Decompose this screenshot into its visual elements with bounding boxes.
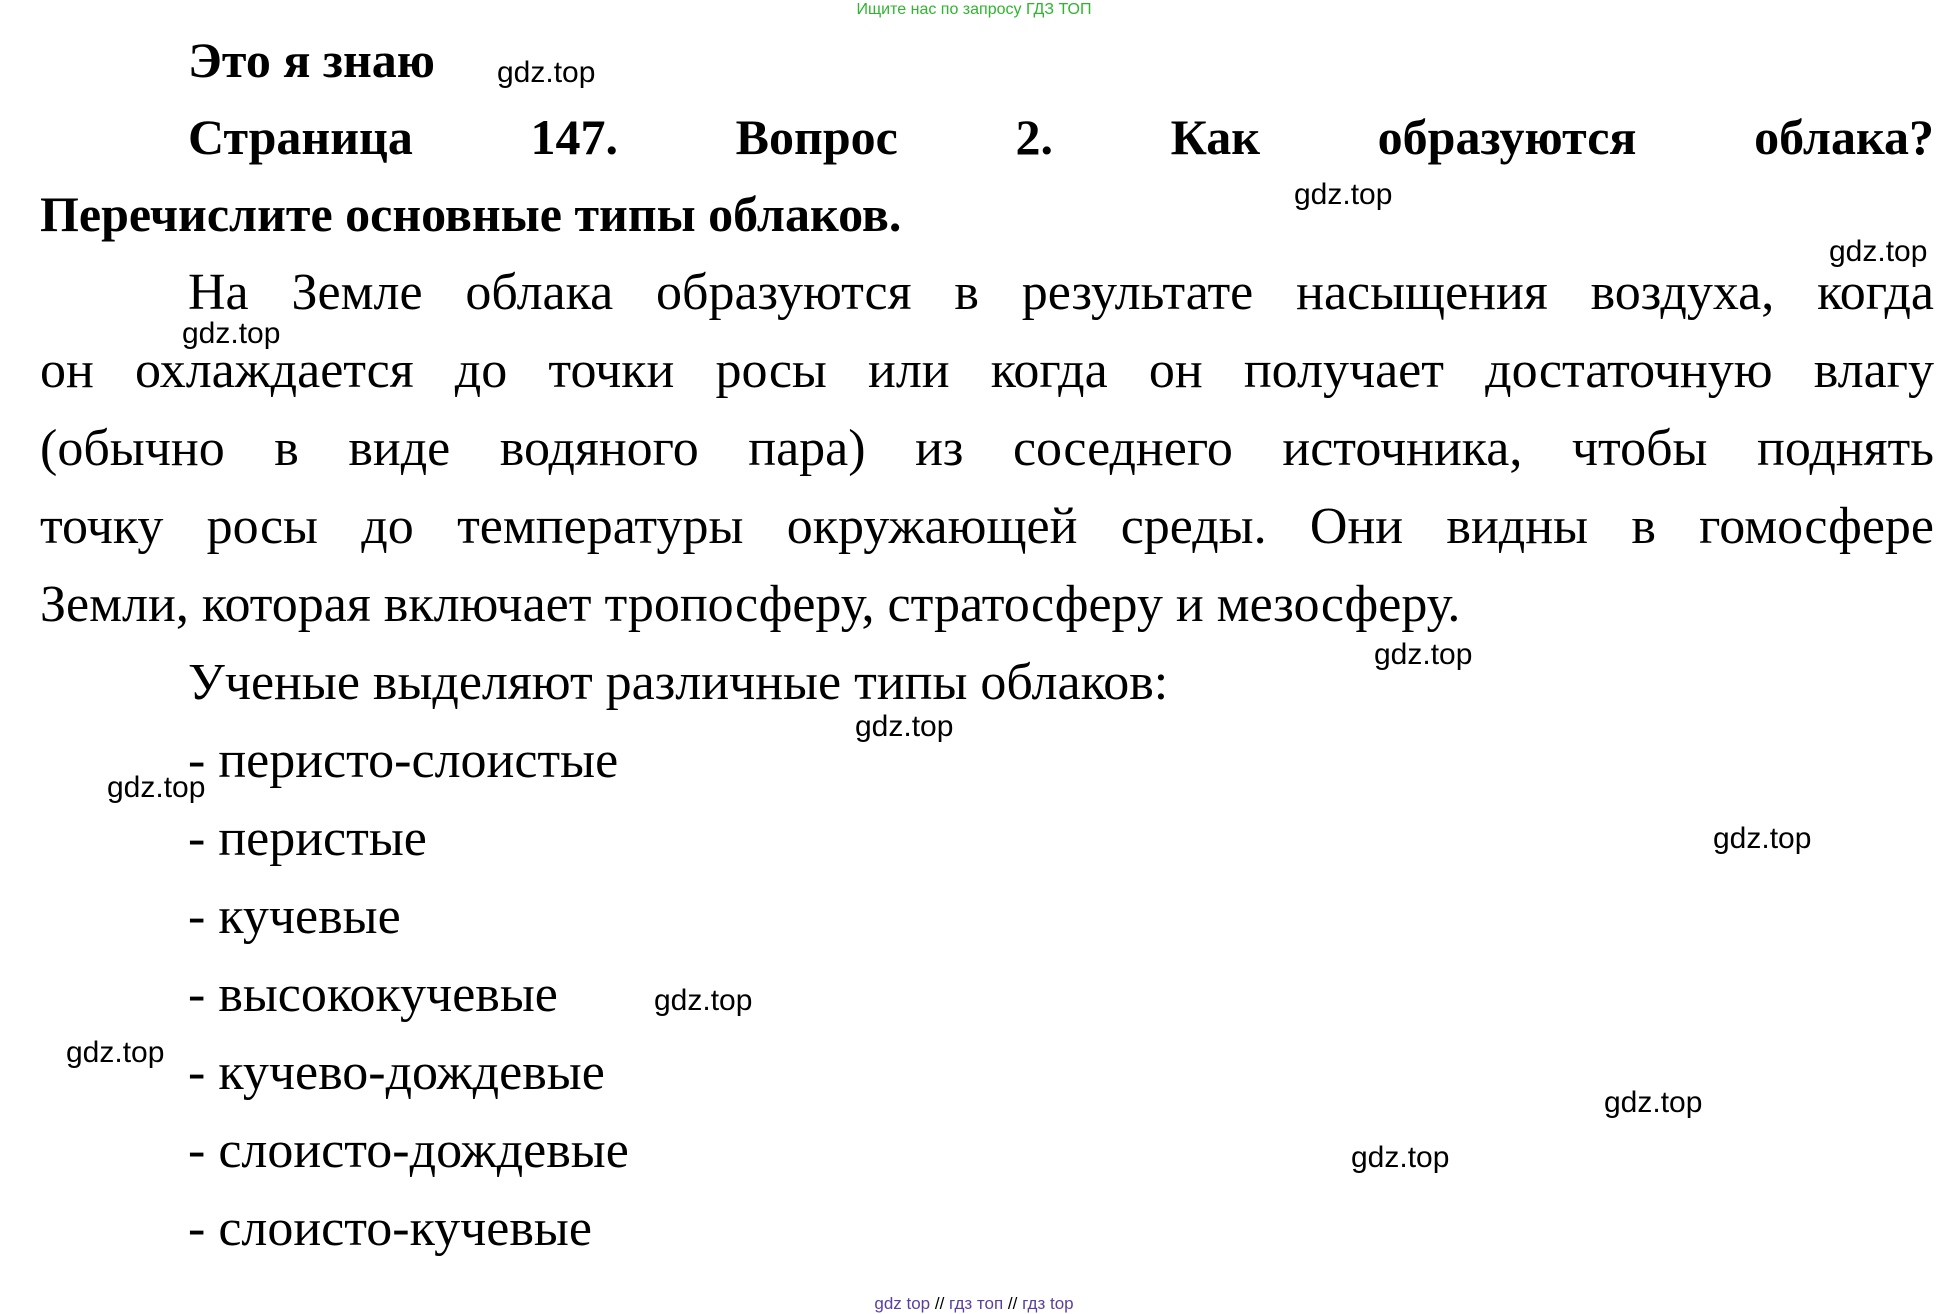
types-intro: Ученые выделяют различные типы облаков: xyxy=(188,654,1169,711)
footer-separator: // xyxy=(1007,1294,1018,1313)
cloud-type-item: - кучевые xyxy=(188,888,401,945)
cloud-type-item: - слоисто-дождевые xyxy=(188,1122,629,1179)
top-banner: Ищите нас по запросу ГДЗ ТОП xyxy=(856,1,1092,18)
watermark: gdz.top xyxy=(654,984,753,1017)
cloud-type-item: - слоисто-кучевые xyxy=(188,1200,592,1257)
watermark: gdz.top xyxy=(1374,638,1473,671)
watermark: gdz.top xyxy=(1351,1141,1450,1174)
cloud-type-item: - кучево-дождевые xyxy=(188,1044,605,1101)
cloud-type-item: - перистые xyxy=(188,810,427,867)
watermark: gdz.top xyxy=(182,317,281,350)
watermark: gdz.top xyxy=(107,771,206,804)
watermark: gdz.top xyxy=(1604,1086,1703,1119)
watermark: gdz.top xyxy=(855,710,954,743)
watermark: gdz.top xyxy=(1294,178,1393,211)
answer-line-5: Земли, которая включает тропосферу, стратосферу и мезосферу. xyxy=(40,576,1461,633)
question-line-2: Перечислите основные типы облаков. xyxy=(40,186,902,242)
footer-link[interactable]: gdz top xyxy=(874,1294,931,1313)
footer-link[interactable]: гдз топ xyxy=(949,1294,1004,1313)
footer-separator: // xyxy=(934,1294,945,1313)
watermark: gdz.top xyxy=(497,56,596,89)
watermark: gdz.top xyxy=(1829,235,1928,268)
question-line-1: Страница 147. Вопрос 2. Как образуются облака? xyxy=(188,109,1934,165)
answer-line-1: На Земле облака образуются в результате насыщения воздуха, когда xyxy=(188,264,1934,321)
answer-line-2: он охлаждается до точки росы или когда он получает достаточную влагу xyxy=(40,342,1934,399)
answer-line-4: точку росы до температуры окружающей среды. Они видны в гомосфере xyxy=(40,498,1934,555)
watermark: gdz.top xyxy=(1713,822,1812,855)
watermark: gdz.top xyxy=(66,1036,165,1069)
footer-links xyxy=(0,1294,1948,1314)
answer-line-3: (обычно в виде водяного пара) из соседнего источника, чтобы поднять xyxy=(40,420,1934,477)
cloud-type-item: - перисто-слоистые xyxy=(188,732,619,789)
cloud-type-item: - высококучевые xyxy=(188,966,558,1023)
footer-link[interactable]: гдз top xyxy=(1022,1294,1074,1313)
section-title: Это я знаю xyxy=(188,32,435,88)
